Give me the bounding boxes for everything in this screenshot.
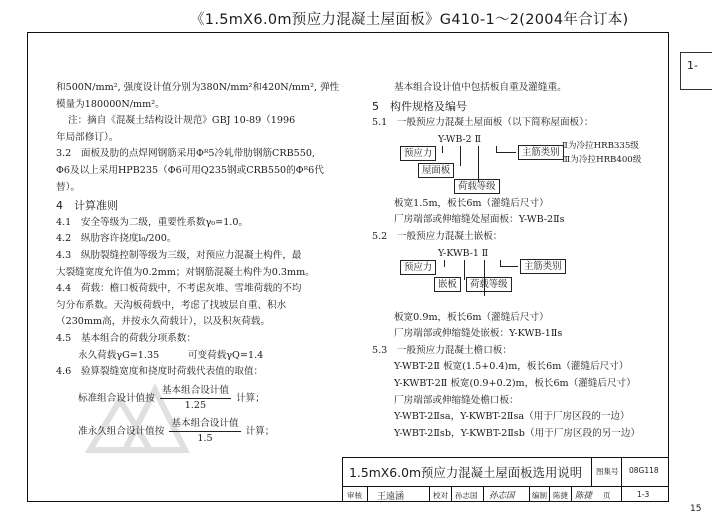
- document-title: 《1.5mX6.0m预应力混凝土屋面板》G410-1～2(2004年合订本): [190, 12, 629, 28]
- note: 注：摘自《混凝土结构设计规范》GBJ 10-89（1996: [68, 115, 296, 127]
- code-part-infill: 嵌板: [434, 277, 461, 292]
- code-part-prestressed: 预应力: [400, 260, 436, 275]
- eave-panel-end-b: Y-WBT-2Ⅱsb，Y-KWBT-2Ⅱsb（用于厂房区段的另一边）: [394, 427, 641, 439]
- paragraph: 模量为180000N/mm²。: [56, 98, 165, 110]
- formula-standard: [56, 384, 346, 413]
- clause-5-3: 5.3 一般预应力混凝土檐口板：: [372, 344, 512, 356]
- formula-suffix: 计算；: [236, 392, 265, 404]
- left-column: [56, 80, 346, 446]
- eave-panel-end-a: Y-WBT-2Ⅱsa，Y-KWBT-2Ⅱsa（用于厂房区段的一边）: [394, 411, 630, 423]
- check-label: 校对: [433, 491, 448, 500]
- clause-3-2: 3.2 面板及肋的点焊网钢筋采用Φᴿ5冷轧带肋钢筋CRB550,: [56, 148, 316, 160]
- side-tab: [680, 52, 712, 90]
- check-name: 孙志国: [455, 491, 478, 500]
- code-part-panel: 屋面板: [418, 163, 454, 178]
- right-column: [372, 80, 672, 442]
- code-part-rebar-type: 主筋类别: [520, 259, 566, 274]
- page-number: 15: [690, 504, 702, 514]
- clause-3-2: 替）。: [56, 181, 80, 193]
- clause-4-5: 4.5 基本组合的荷载分项系数：: [56, 332, 196, 344]
- clause-4-1: 4.1 安全等级为二级，重要性系数γ₀=1.0。: [56, 216, 249, 228]
- formula-label: 标准组合设计值按: [78, 392, 155, 404]
- clause-3-2: Φ6及以上采用HPB235（Φ6可用Q235钢或CRB550的Φᴿ6代: [56, 164, 324, 176]
- fraction: [160, 384, 231, 413]
- atlas-label: 图集号: [596, 467, 619, 476]
- paragraph: 基本组合设计值中包括板自重及灌缝重。: [394, 82, 567, 93]
- check-signature: 孙志国: [489, 491, 515, 501]
- fraction-numerator: 基本组合设计值: [169, 417, 240, 432]
- code-part-load-grade: 荷载等级: [466, 277, 512, 292]
- clause-4-4: （230mm高，并按永久荷载计），以及积灰荷载。: [56, 316, 270, 328]
- rebar-type-ii: Ⅱ为冷拉HRB335级: [562, 140, 639, 151]
- clause-4-2: 4.2 纵肋容许挠度l₀/200。: [56, 233, 177, 245]
- page-label: 页: [603, 491, 611, 500]
- clause-4-3: 4.3 纵肋裂缝控制等级为三级，对预应力混凝土构件，最: [56, 249, 302, 261]
- infill-end-code: 厂房端部或伸缩缝处嵌板：Y-KWB-1Ⅱs: [394, 328, 563, 340]
- code-part-rebar-type: 主筋类别: [518, 145, 564, 160]
- eave-panel-end: 厂房端部或伸缩缝处檐口板：: [394, 394, 519, 406]
- design-signature: 陈捷: [575, 491, 593, 501]
- title-block-title: 1.5mX6.0m预应力混凝土屋面板选用说明: [349, 465, 583, 480]
- title-block: [342, 457, 669, 502]
- panel-end-code: 厂房端部或伸缩缝处屋面板：Y-WB-2Ⅱs: [394, 214, 565, 226]
- code-part-prestressed: 预应力: [400, 146, 436, 161]
- section-heading: 4 计算准则: [56, 199, 118, 213]
- eave-panel-code: Y-WBT-2Ⅱ 板宽(1.5+0.4)m，板长6m（灌缝后尺寸）: [394, 361, 629, 373]
- design-label: 编制: [532, 491, 547, 500]
- fraction: [169, 417, 240, 446]
- section-heading: 5 构件规格及编号: [372, 99, 467, 113]
- formula-suffix: 计算；: [245, 425, 275, 437]
- design-name: 陈捷: [553, 491, 568, 500]
- formula-label: 准永久组合设计值按: [78, 425, 165, 437]
- eave-panel-code: Y-KWBT-2Ⅱ 板宽(0.9+0.2)m，板长6m（灌缝后尺寸）: [394, 377, 636, 389]
- code-diagram-roof-panel: [372, 132, 672, 196]
- code-diagram-infill-panel: [372, 246, 672, 310]
- clause-4-6: 4.6 验算裂缝宽度和挠度时荷载代表值的取值：: [56, 366, 264, 378]
- code-label: Y-WB-2 Ⅱ: [438, 133, 481, 145]
- fraction-numerator: 基本组合设计值: [160, 384, 231, 399]
- fraction-denominator: 1.5: [197, 432, 213, 444]
- clause-5-1: 5.1 一般预应力混凝土屋面板（以下简称屋面板）：: [372, 117, 594, 129]
- infill-size: 板宽0.9m，板长6m（灌缝后尺寸）: [394, 311, 549, 323]
- review-label: 审核: [347, 491, 362, 500]
- atlas-value: 08G118: [629, 466, 659, 475]
- code-label: Y-KWB-1 Ⅱ: [438, 247, 489, 259]
- paragraph: 和500N/mm², 强度设计值分别为380N/mm²和420N/mm², 弹性: [56, 82, 340, 93]
- rebar-type-iii: Ⅲ为冷拉HRB400级: [562, 154, 642, 165]
- clause-4-4: 4.4 荷载：檐口板荷载中，不考虑灰堆、雪堆荷载的不均: [56, 283, 302, 295]
- load-factors: 永久荷载γG=1.35 可变荷载γQ=1.4: [78, 349, 264, 361]
- panel-size: 板宽1.5m，板长6m（灌缝后尺寸）: [394, 197, 549, 209]
- code-part-load-grade: 荷载等级: [454, 179, 500, 194]
- clause-4-4: 匀分布系数。天沟板荷载中，考虑了找坡层自重、积水: [56, 299, 287, 311]
- clause-4-3: 大裂缝宽度允许值为0.2mm；对钢筋混凝土构件为0.3mm。: [56, 266, 315, 278]
- fraction-denominator: 1.25: [184, 399, 207, 411]
- review-signature: 王遠涵: [377, 492, 405, 502]
- page-value: 1-3: [637, 490, 650, 499]
- note: 年局部修订）。: [56, 131, 119, 143]
- side-tab-label: 1-: [687, 59, 698, 72]
- formula-quasi-permanent: [56, 417, 346, 446]
- clause-5-2: 5.2 一般预应力混凝土嵌板：: [372, 230, 503, 242]
